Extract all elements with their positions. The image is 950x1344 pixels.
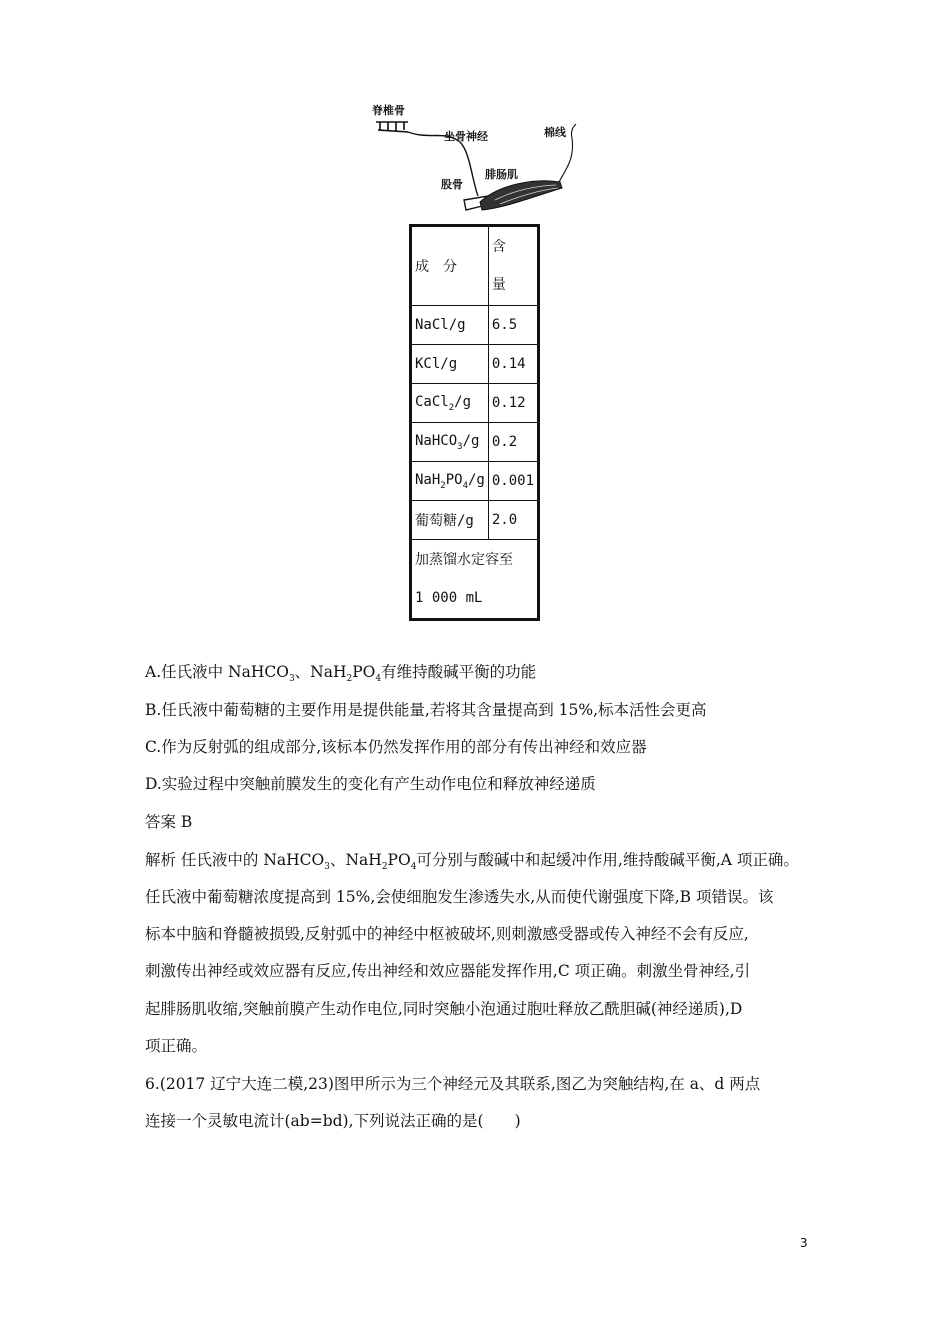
label-sciatic-nerve: 坐骨神经 [444,130,488,143]
option-a [145,662,810,689]
table-row [411,462,539,501]
analysis-line-1 [145,850,810,877]
question-6-line-1: 6.(2017 辽宁大连二模,23)图甲所示为三个神经元及其联系,图乙为突触结构,在 a、d 两点 [145,1075,761,1093]
header-component: 成 分 [411,226,489,306]
analysis-text-1: 解析 任氏液中的 NaHCO [145,851,325,869]
analysis-sub-1: 3 [324,862,330,872]
row-value: 0.14 [488,345,538,384]
table-footer-row [411,540,539,620]
table-row [411,384,539,423]
analysis-text-3: PO [387,851,411,869]
row-name-main: NaH [415,471,441,488]
row-name-sub2: 4 [462,480,468,491]
row-value: 0.2 [488,423,538,462]
label-cotton-thread: 棉线 [544,126,566,139]
option-a-text-1: A.任氏液中 NaHCO [145,663,289,681]
row-value: 0.12 [488,384,538,423]
option-b: B.任氏液中葡萄糖的主要作用是提供能量,若将其含量提高到 15%,标本活性会更高 [145,701,707,719]
header-amount [488,226,538,306]
analysis-line-2: 任氏液中葡萄糖浓度提高到 15%,会使细胞发生渗透失水,从而使代谢强度下降,B 项错误。该 [145,888,774,906]
row-name-tail: /g [462,432,480,449]
nerve-muscle-specimen-figure [360,100,590,218]
row-name [411,462,489,501]
table-header-row [411,226,539,306]
label-gastrocnemius: 腓肠肌 [485,168,518,181]
label-spine: 脊椎骨 [372,104,405,117]
option-c: C.作为反射弧的组成部分,该标本仍然发挥作用的部分有传出神经和效应器 [145,738,647,756]
row-name-main: CaCl [415,393,449,410]
header-amount-2: 量 [491,277,506,293]
row-name-mid: PO [445,471,463,488]
row-value: 6.5 [488,306,538,345]
analysis-text-4: 可分别与酸碱中和起缓冲作用,维持酸碱平衡,A 项正确。 [416,851,799,869]
page-number: 3 [800,1236,808,1250]
row-name-sub: 2 [440,480,446,491]
footer-line-1: 加蒸馏水定容至 [415,552,513,568]
table-row [411,501,539,540]
table-footer-cell [411,540,539,620]
row-name [411,423,489,462]
option-a-text-2: 、NaH [294,663,347,681]
analysis-line-6: 项正确。 [145,1037,208,1055]
row-value: 0.001 [488,462,538,501]
analysis-line-4: 刺激传出神经或效应器有反应,传出神经和效应器能发挥作用,C 项正确。刺激坐骨神经,引 [145,962,751,980]
footer-line-2: 1 000 mL [415,590,483,606]
table-row [411,423,539,462]
label-femur: 股骨 [441,178,463,191]
row-name-tail: /g [468,471,485,488]
header-amount-1: 含 [491,239,506,255]
option-d: D.实验过程中突触前膜发生的变化有产生动作电位和释放神经递质 [145,775,596,793]
option-a-text-4: 有维持酸碱平衡的功能 [381,663,537,681]
option-a-text-3: PO [352,663,376,681]
question-6-line-2: 连接一个灵敏电流计(ab=bd),下列说法正确的是( ) [145,1112,521,1130]
analysis-sub-2: 2 [381,862,388,872]
option-a-sub-2: 2 [346,674,353,684]
row-name-sub: 3 [457,441,463,452]
table-row [411,306,539,345]
option-a-sub-1: 3 [288,674,295,684]
ringer-solution-table [409,224,540,621]
option-a-sub-3: 4 [375,674,382,684]
row-name: KCl/g [411,345,489,384]
analysis-line-3: 标本中脑和脊髓被损毁,反射弧中的神经中枢被破坏,则刺激感受器或传入神经不会有反应, [145,925,749,943]
row-name: 葡萄糖/g [411,501,489,540]
row-name-main: NaHCO [415,432,458,449]
answer-line: 答案 B [145,813,193,831]
row-name-sub: 2 [448,402,455,413]
table-row [411,345,539,384]
spine-bone-shape [376,122,408,132]
analysis-line-5: 起腓肠肌收缩,突触前膜产生动作电位,同时突触小泡通过胞吐释放乙酰胆碱(神经递质),D [145,1000,743,1018]
row-value: 2.0 [488,501,538,540]
row-name [411,384,489,423]
row-name-tail: /g [454,393,471,410]
analysis-sub-3: 4 [410,862,417,872]
row-name: NaCl/g [411,306,489,345]
analysis-text-2: 、NaH [329,851,382,869]
